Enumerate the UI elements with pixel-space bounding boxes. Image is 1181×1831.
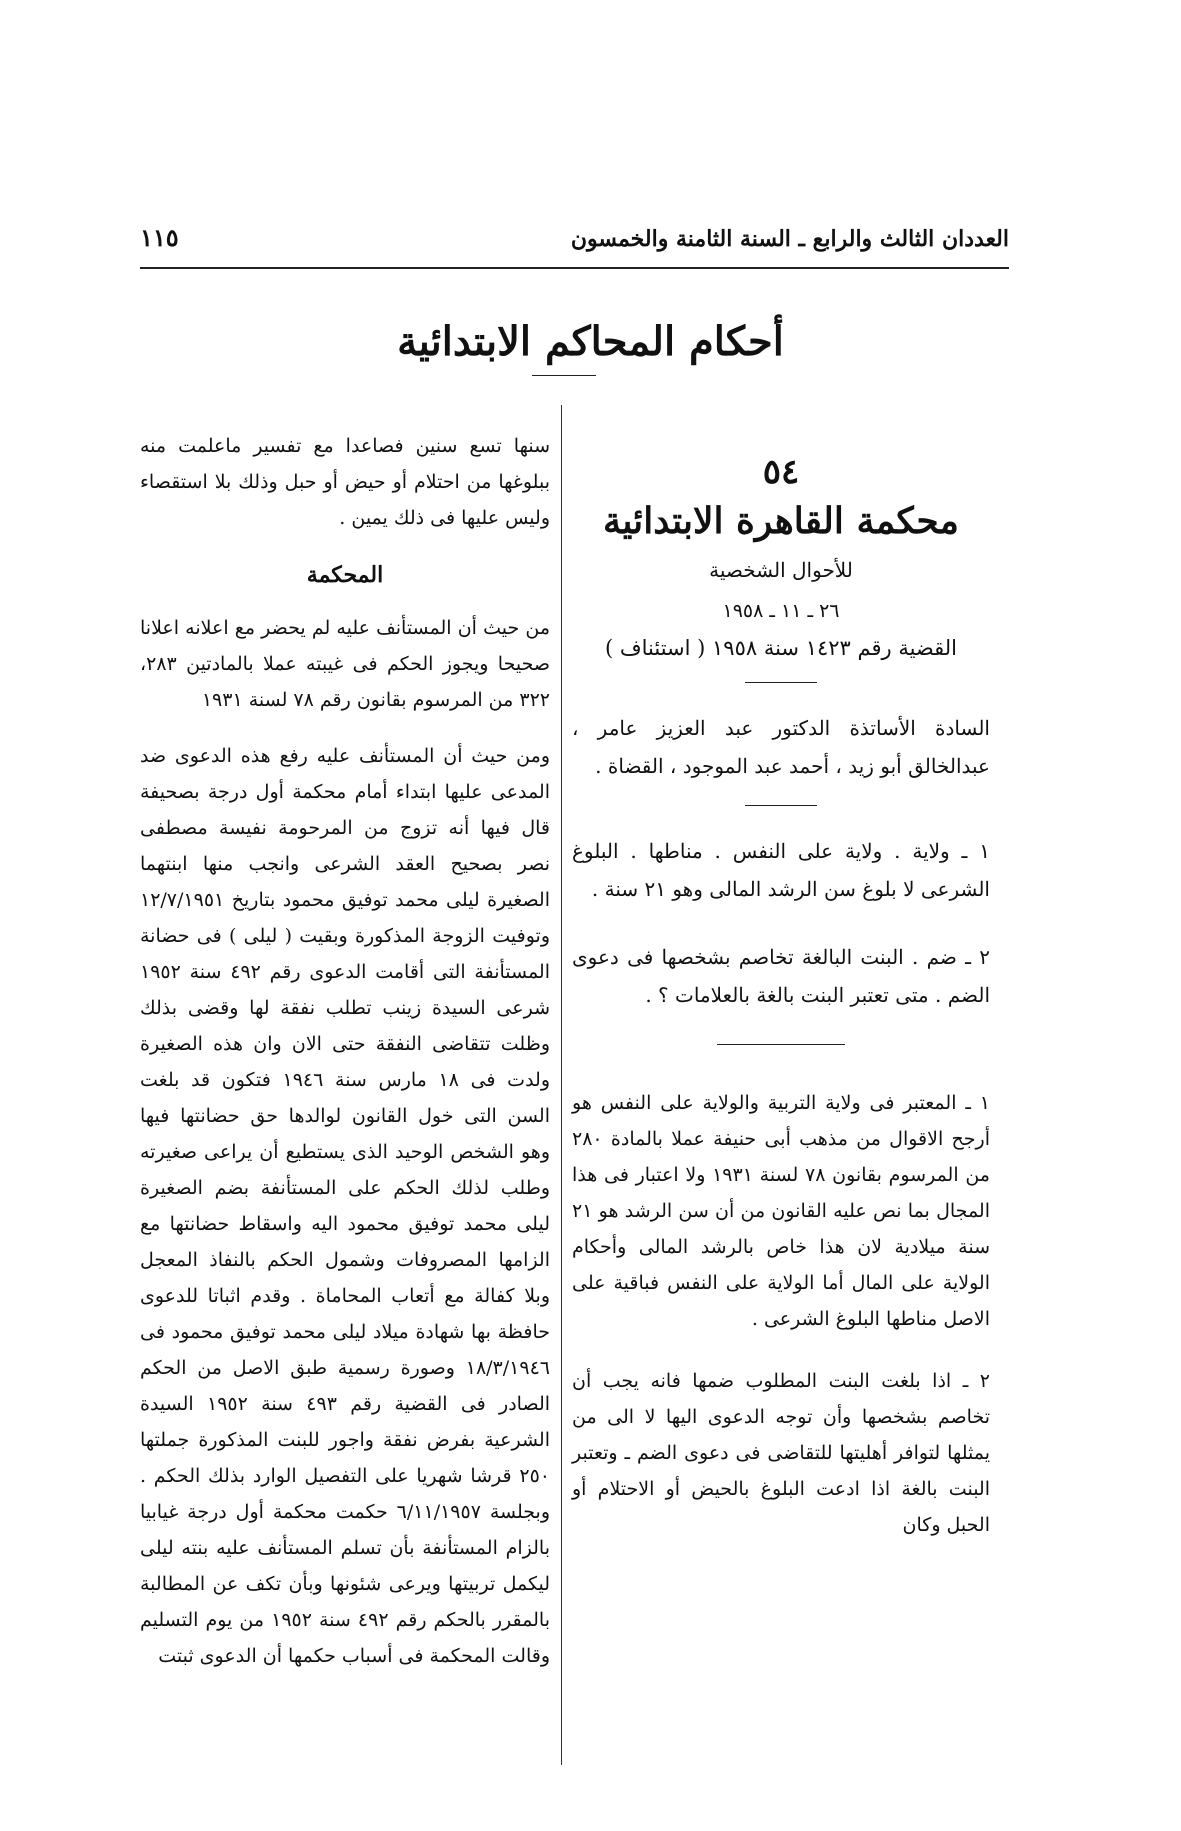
- court-name: محكمة القاهرة الابتدائية: [603, 500, 959, 542]
- header-rule: [140, 267, 1009, 269]
- principle-1: ١ ـ المعتبر فى ولاية التربية والولاية على النفس هو أرجح الاقوال من مذهب أبى حنيفة عملا بالمادة ٢٨٠ من المرسوم بقانون ٧٨ لسنة ١٩٣١ ولا اعتبار فى هذا المجال بما نص عليه القانون من أن سن الرشد هو ٢١ سنة ميلادية لان هذا خاص بالرشد المالى وأحكام الولاية على المال أما الولاية على النفس فباقية على الاصل مناطها البلوغ الشرعى .: [572, 1092, 990, 1330]
- right-column: [572, 430, 990, 1569]
- court-division: للأحوال الشخصية: [709, 558, 853, 582]
- left-column: [140, 428, 550, 1694]
- running-header: [140, 223, 1009, 252]
- headnote-1: ١ ـ ولاية . ولاية على النفس . مناطها . البلوغ الشرعى لا بلوغ سن الرشد المالى وهو ٢١ سنة .: [572, 839, 990, 901]
- judges-panel: السادة الأساتذة الدكتور عبد العزيز عامر ، عبدالخالق أبو زيد ، أحمد عبد الموجود ، القضاة .: [572, 716, 990, 778]
- opening-paragraph: سنها تسع سنين فصاعدا مع تفسير ماعلمت منه ببلوغها من احتلام أو حيض أو حبل وذلك بلا استقصاء وليس عليها فى ذلك يمين .: [140, 435, 550, 529]
- page-number: ١١٥: [140, 223, 179, 252]
- running-header-title: العددان الثالث والرابع ـ السنة الثامنة والخمسون: [570, 226, 1009, 252]
- title-rule: [532, 375, 596, 376]
- column-divider: [561, 405, 562, 1765]
- court-reasoning-heading: المحكمة: [306, 562, 384, 588]
- principle-2: ٢ ـ اذا بلغت البنت المطلوب ضمها فانه يجب أن تخاصم بشخصها وأن توجه الدعوى اليها لا الى من يمثلها لتوافر أهليتها للتقاضى فى دعوى الضم ـ وتعتبر البنت بالغة اذا ادعت البلوغ بالحيض أو الاحتلام أو الحبل وكان: [572, 1370, 990, 1536]
- reasoning-paragraph: من حيث أن المستأنف عليه لم يحضر مع اعلانه اعلانا صحيحا ويجوز الحكم فى غيبته عملا بالمادتين ٢٨٣، ٣٢٢ من المرسوم بقانون رقم ٧٨ لسنة ١٩٣١: [140, 617, 550, 711]
- case-reference: القضية رقم ١٤٢٣ سنة ١٩٥٨ ( استئناف ): [605, 636, 957, 660]
- case-date: ٢٦ ـ ١١ ـ ١٩٥٨: [722, 600, 840, 622]
- reasoning-paragraph: ومن حيث أن المستأنف عليه رفع هذه الدعوى ضد المدعى عليها ابتداء أمام محكمة أول درجة بصحيفة قال فيها أنه تزوج من المرحومة نفيسة مصطفى نصر بصحيح العقد الشرعى وانجب منها ابنتهما الصغيرة ليلى محمد توفيق محمود بتاريخ ١٢/٧/١٩٥١ وتوفيت الزوجة المذكورة وبقيت ( ليلى ) فى حضانة المستأنفة التى أقامت الدعوى رقم ٤٩٢ سنة ١٩٥٢ شرعى السيدة زينب تطلب نفقة لها وقضى بذلك وظلت تتقاضى النفقة حتى الان وان هذه الصغيرة ولدت فى ١٨ مارس سنة ١٩٤٦ فتكون قد بلغت السن التى خول القانون لوالدها حق حضانتها فيها وهو الشخص الوحيد الذى يستطيع أن يراعى صغيرته وطلب لذلك الحكم على المستأنفة بضم الصغيرة ليلى محمد توفيق محمود اليه واسقاط حضانتها مع الزامها المصروفات وشمول الحكم بالنفاذ المعجل وبلا كفالة مع أتعاب المحاماة . وقدم اثباتا للدعوى حافظة بها شهادة ميلاد ليلى محمد توفيق محمود فى ١٨/٣/١٩٤٦ وصورة رسمية طبق الاصل من الحكم الصادر فى القضية رقم ٤٩٣ سنة ١٩٥٢ السيدة الشرعية بفرض نفقة واجور للبنت المذكورة جملتها ٢٥٠ قرشا شهريا على التفصيل الوارد بذلك الحكم . وبجلسة ٦/١١/١٩٥٧ حكمت محكمة أول درجة غيابيا بالزام المستأنفة بأن تسلم المستأنف عليه بنته ليلى ليكمل تربيتها ويرعى شئونها وبأن تكف عن المطالبة بالمقرر بالحكم رقم ٤٩٢ سنة ١٩٥٢ من يوم التسليم وقالت المحكمة فى أسباب حكمها أن الدعوى ثبتت: [140, 745, 551, 1667]
- divider-rule: [745, 682, 817, 683]
- divider-rule: [745, 805, 817, 806]
- case-number: ٥٤: [762, 452, 800, 492]
- divider-rule: [717, 1044, 845, 1045]
- section-title: أحكام المحاكم الابتدائية: [397, 318, 784, 365]
- headnote-2: ٢ ـ ضم . البنت البالغة تخاصم بشخصها فى دعوى الضم . متى تعتبر البنت بالغة بالعلامات ؟ .: [572, 945, 990, 1007]
